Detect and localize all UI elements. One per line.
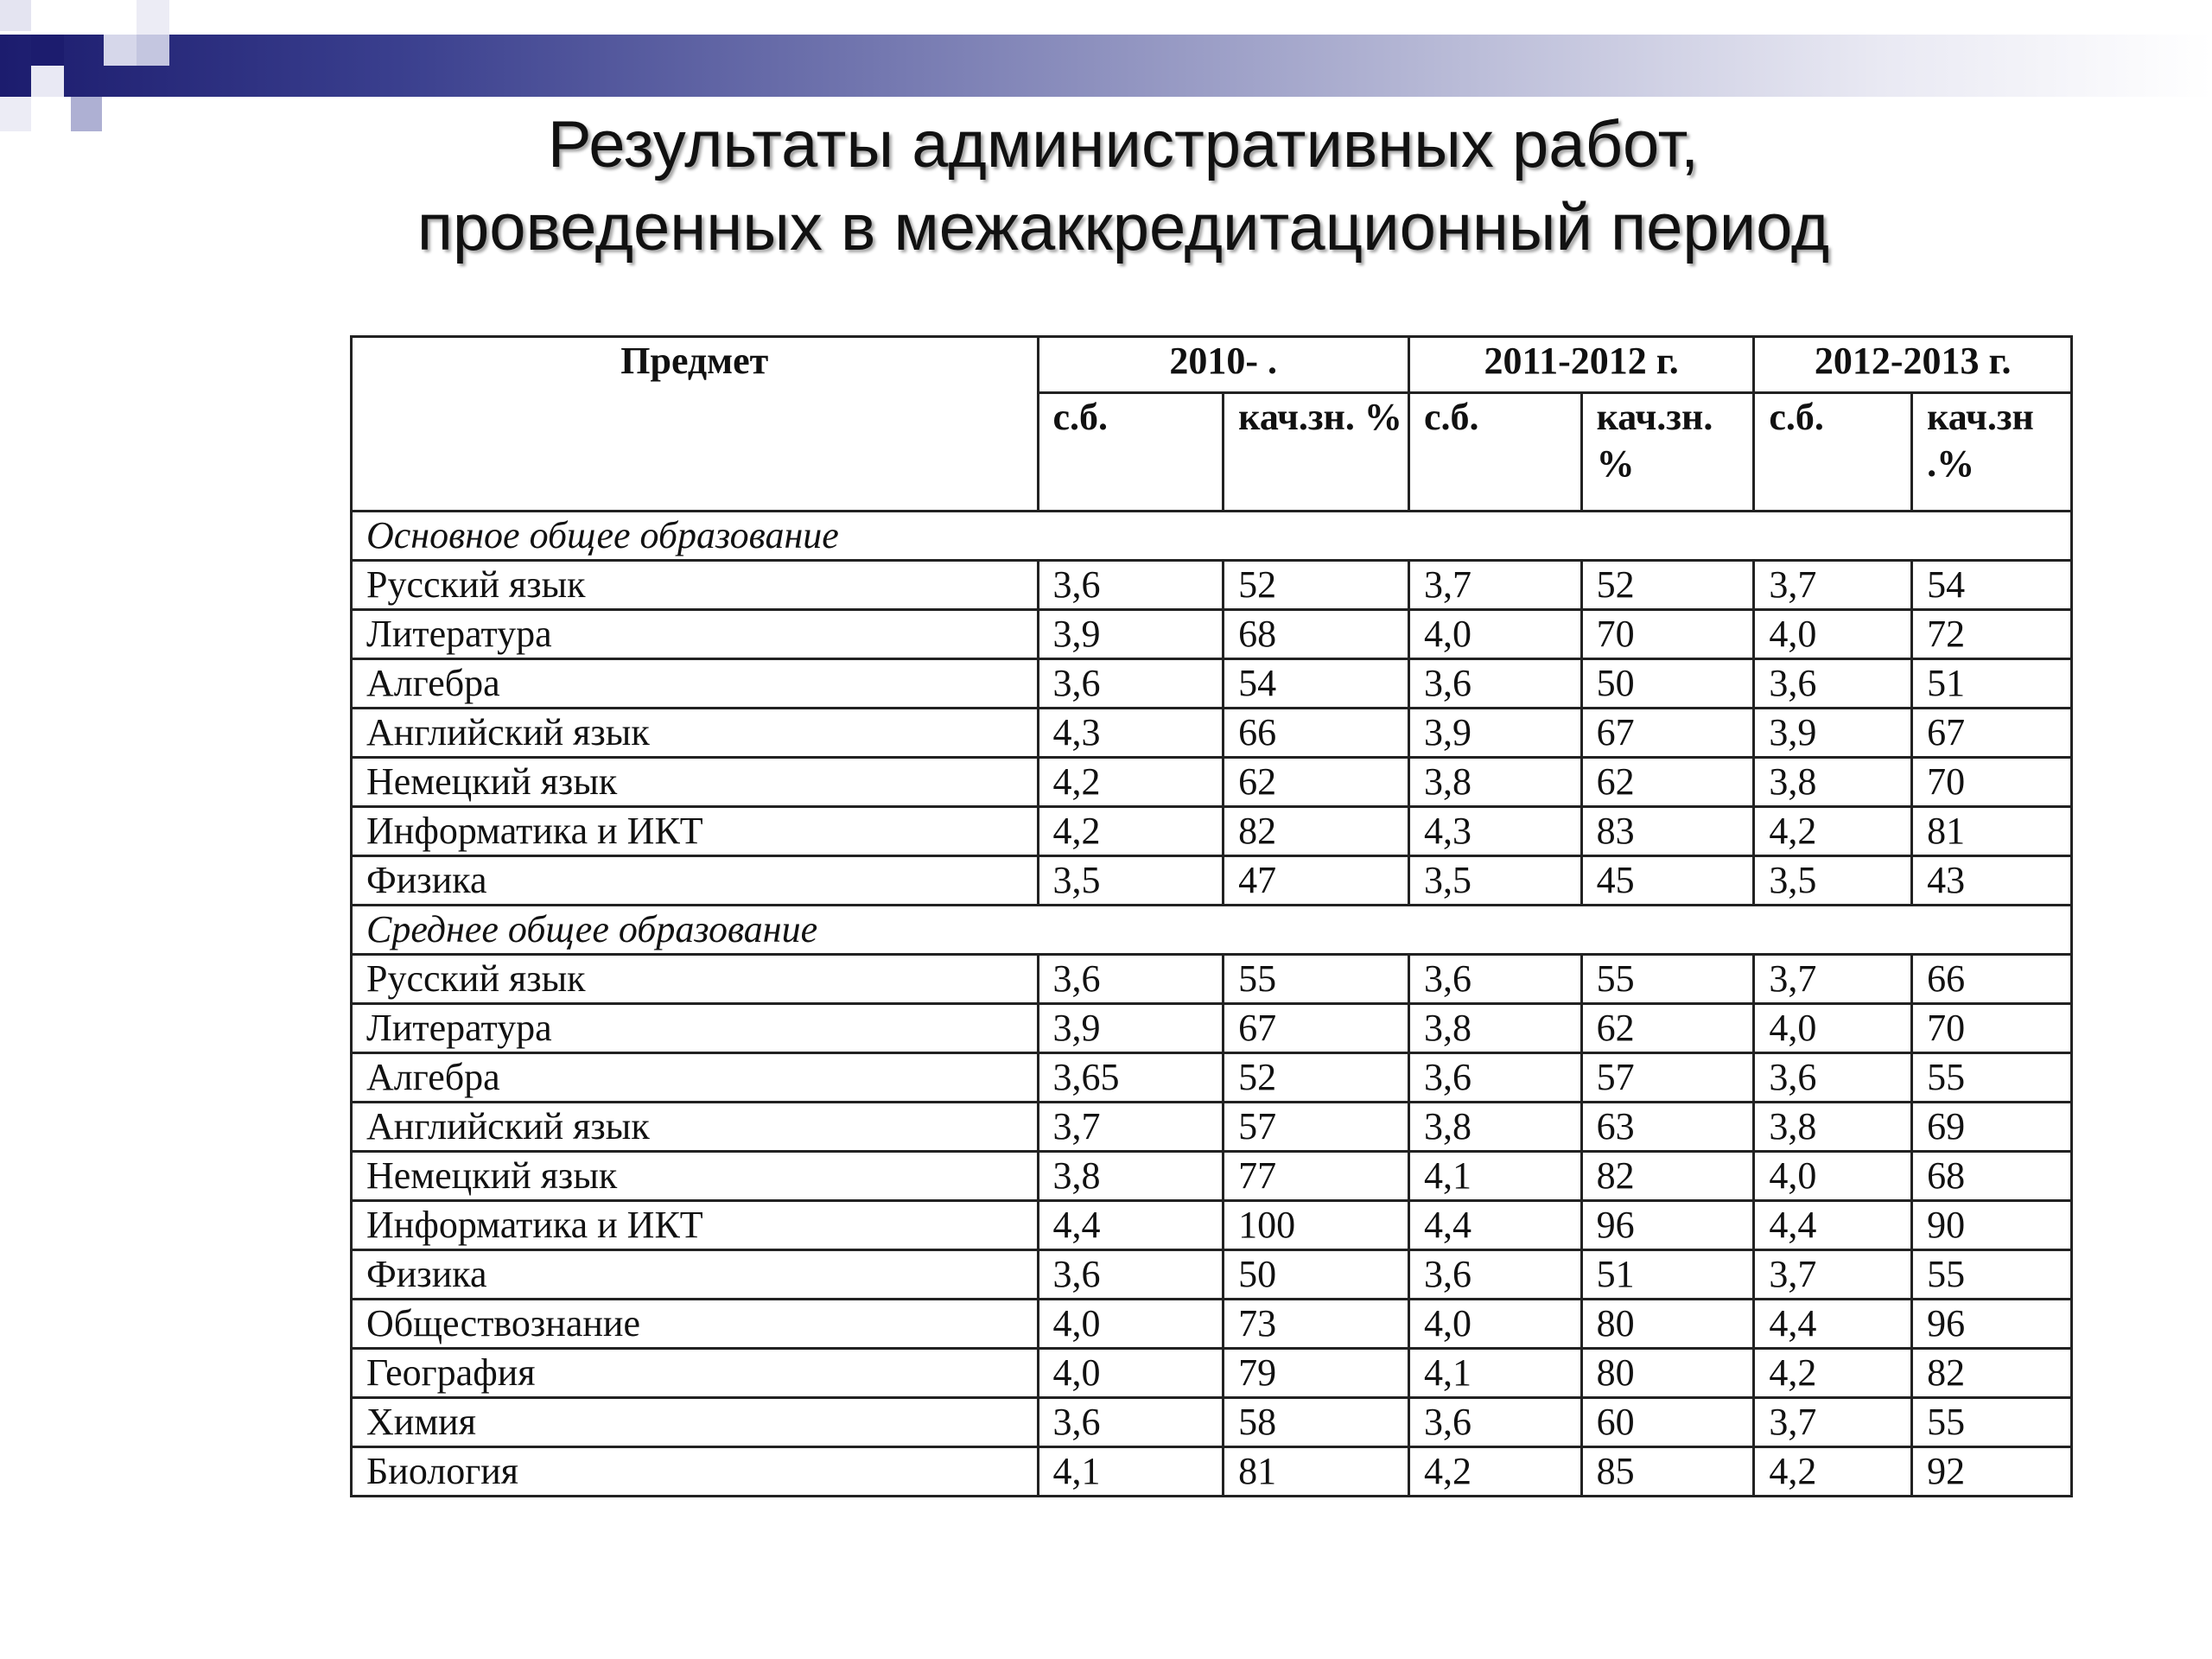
- table-row: [352, 1250, 2072, 1300]
- value-cell: 3,65: [1038, 1053, 1224, 1103]
- subject-cell: Биология: [352, 1447, 1039, 1497]
- value-cell: 81: [1912, 807, 2072, 856]
- value-cell: 4,2: [1038, 758, 1224, 807]
- value-cell: 3,5: [1408, 856, 1581, 906]
- value-cell: 3,6: [1754, 659, 1912, 709]
- value-cell: 4,2: [1754, 1349, 1912, 1398]
- value-cell: 4,2: [1754, 807, 1912, 856]
- subject-cell: Литература: [352, 610, 1039, 659]
- value-cell: 70: [1912, 758, 2072, 807]
- value-cell: 69: [1912, 1103, 2072, 1152]
- value-cell: 3,7: [1038, 1103, 1224, 1152]
- value-cell: 3,9: [1408, 709, 1581, 758]
- subject-cell: Русский язык: [352, 955, 1039, 1004]
- value-cell: 3,7: [1754, 1398, 1912, 1447]
- value-cell: 80: [1581, 1300, 1754, 1349]
- decor-square: [31, 35, 64, 66]
- value-cell: 4,4: [1754, 1300, 1912, 1349]
- table-row: [352, 1447, 2072, 1497]
- value-cell: 4,0: [1754, 610, 1912, 659]
- value-cell: 3,9: [1754, 709, 1912, 758]
- value-cell: 52: [1224, 1053, 1409, 1103]
- year-header: 2011-2012 г.: [1408, 337, 1753, 393]
- decor-square: [104, 35, 137, 66]
- value-cell: 3,8: [1038, 1152, 1224, 1201]
- table-row: [352, 659, 2072, 709]
- value-cell: 4,2: [1038, 807, 1224, 856]
- value-cell: 3,6: [1038, 1398, 1224, 1447]
- value-cell: 57: [1581, 1053, 1754, 1103]
- value-cell: 4,0: [1038, 1300, 1224, 1349]
- value-cell: 55: [1912, 1053, 2072, 1103]
- results-table: [350, 335, 2073, 1497]
- value-cell: 3,6: [1038, 955, 1224, 1004]
- value-cell: 3,8: [1408, 1103, 1581, 1152]
- decor-square: [137, 35, 169, 66]
- value-cell: 3,9: [1038, 610, 1224, 659]
- value-cell: 52: [1581, 561, 1754, 610]
- table-row: [352, 1053, 2072, 1103]
- value-cell: 3,6: [1038, 1250, 1224, 1300]
- value-cell: 4,2: [1754, 1447, 1912, 1497]
- value-cell: 73: [1224, 1300, 1409, 1349]
- value-cell: 4,0: [1408, 1300, 1581, 1349]
- subject-cell: Обществознание: [352, 1300, 1039, 1349]
- value-cell: 67: [1581, 709, 1754, 758]
- subject-cell: Информатика и ИКТ: [352, 1201, 1039, 1250]
- value-cell: 96: [1581, 1201, 1754, 1250]
- value-cell: 72: [1912, 610, 2072, 659]
- value-cell: 3,8: [1408, 758, 1581, 807]
- subject-cell: География: [352, 1349, 1039, 1398]
- subject-cell: Литература: [352, 1004, 1039, 1053]
- value-cell: 62: [1581, 758, 1754, 807]
- value-cell: 4,0: [1754, 1004, 1912, 1053]
- value-cell: 55: [1912, 1250, 2072, 1300]
- table-row: [352, 807, 2072, 856]
- slide-title-line-2: проведенных в межаккредитационный период: [416, 191, 1830, 264]
- value-cell: 82: [1581, 1152, 1754, 1201]
- value-cell: 58: [1224, 1398, 1409, 1447]
- value-cell: 45: [1581, 856, 1754, 906]
- value-cell: 57: [1224, 1103, 1409, 1152]
- value-cell: 55: [1581, 955, 1754, 1004]
- subject-cell: Английский язык: [352, 1103, 1039, 1152]
- metric-header: с.б.: [1038, 393, 1224, 512]
- value-cell: 3,6: [1408, 1053, 1581, 1103]
- table-row: [352, 1398, 2072, 1447]
- value-cell: 3,8: [1754, 1103, 1912, 1152]
- value-cell: 83: [1581, 807, 1754, 856]
- table-row: [352, 561, 2072, 610]
- value-cell: 55: [1912, 1398, 2072, 1447]
- metric-header: с.б.: [1408, 393, 1581, 512]
- table-row: [352, 1300, 2072, 1349]
- value-cell: 4,3: [1408, 807, 1581, 856]
- value-cell: 68: [1224, 610, 1409, 659]
- value-cell: 54: [1912, 561, 2072, 610]
- value-cell: 85: [1581, 1447, 1754, 1497]
- value-cell: 3,7: [1754, 561, 1912, 610]
- value-cell: 82: [1224, 807, 1409, 856]
- table-row: [352, 1103, 2072, 1152]
- value-cell: 82: [1912, 1349, 2072, 1398]
- value-cell: 100: [1224, 1201, 1409, 1250]
- subject-cell: Информатика и ИКТ: [352, 807, 1039, 856]
- value-cell: 68: [1912, 1152, 2072, 1201]
- value-cell: 4,3: [1038, 709, 1224, 758]
- value-cell: 60: [1581, 1398, 1754, 1447]
- decor-square: [0, 97, 31, 131]
- value-cell: 67: [1224, 1004, 1409, 1053]
- slide-title-line-1: Результаты административных работ,: [547, 108, 1700, 181]
- table-row: [352, 1201, 2072, 1250]
- slide-title: [259, 104, 1987, 270]
- value-cell: 3,5: [1038, 856, 1224, 906]
- value-cell: 62: [1224, 758, 1409, 807]
- header-band: [0, 35, 2212, 97]
- value-cell: 4,1: [1408, 1152, 1581, 1201]
- value-cell: 55: [1224, 955, 1409, 1004]
- value-cell: 80: [1581, 1349, 1754, 1398]
- value-cell: 81: [1224, 1447, 1409, 1497]
- value-cell: 4,4: [1754, 1201, 1912, 1250]
- table-row: [352, 709, 2072, 758]
- table-row: [352, 1004, 2072, 1053]
- value-cell: 96: [1912, 1300, 2072, 1349]
- year-header: 2012-2013 г.: [1754, 337, 2072, 393]
- metric-header: кач.зн. %: [1581, 393, 1754, 512]
- metric-header: кач.зн. %: [1224, 393, 1409, 512]
- table-row: [352, 1152, 2072, 1201]
- subject-cell: Английский язык: [352, 709, 1039, 758]
- subject-header: Предмет: [352, 337, 1039, 512]
- section-row: [352, 512, 2072, 561]
- decor-square: [31, 66, 64, 97]
- value-cell: 66: [1224, 709, 1409, 758]
- value-cell: 52: [1224, 561, 1409, 610]
- value-cell: 47: [1224, 856, 1409, 906]
- subject-cell: Русский язык: [352, 561, 1039, 610]
- subject-cell: Химия: [352, 1398, 1039, 1447]
- value-cell: 50: [1581, 659, 1754, 709]
- value-cell: 3,6: [1408, 659, 1581, 709]
- value-cell: 3,9: [1038, 1004, 1224, 1053]
- value-cell: 4,2: [1408, 1447, 1581, 1497]
- value-cell: 3,7: [1754, 1250, 1912, 1300]
- value-cell: 3,5: [1754, 856, 1912, 906]
- value-cell: 3,7: [1408, 561, 1581, 610]
- subject-cell: Немецкий язык: [352, 758, 1039, 807]
- section-title: Основное общее образование: [352, 512, 2072, 561]
- value-cell: 66: [1912, 955, 2072, 1004]
- subject-cell: Физика: [352, 856, 1039, 906]
- value-cell: 3,8: [1408, 1004, 1581, 1053]
- decor-square: [137, 0, 169, 35]
- value-cell: 3,6: [1038, 659, 1224, 709]
- value-cell: 67: [1912, 709, 2072, 758]
- subject-cell: Немецкий язык: [352, 1152, 1039, 1201]
- value-cell: 3,6: [1408, 1398, 1581, 1447]
- metric-header: с.б.: [1754, 393, 1912, 512]
- value-cell: 43: [1912, 856, 2072, 906]
- value-cell: 3,6: [1408, 1250, 1581, 1300]
- value-cell: 4,4: [1408, 1201, 1581, 1250]
- value-cell: 62: [1581, 1004, 1754, 1053]
- value-cell: 4,4: [1038, 1201, 1224, 1250]
- value-cell: 70: [1912, 1004, 2072, 1053]
- value-cell: 3,8: [1754, 758, 1912, 807]
- decor-square: [0, 0, 31, 31]
- value-cell: 3,6: [1408, 955, 1581, 1004]
- value-cell: 63: [1581, 1103, 1754, 1152]
- value-cell: 4,1: [1408, 1349, 1581, 1398]
- value-cell: 51: [1912, 659, 2072, 709]
- table-row: [352, 955, 2072, 1004]
- decor-square: [71, 97, 102, 131]
- value-cell: 4,1: [1038, 1447, 1224, 1497]
- subject-cell: Физика: [352, 1250, 1039, 1300]
- value-cell: 54: [1224, 659, 1409, 709]
- metric-header: кач.зн .%: [1912, 393, 2072, 512]
- subject-cell: Алгебра: [352, 659, 1039, 709]
- value-cell: 79: [1224, 1349, 1409, 1398]
- value-cell: 3,6: [1754, 1053, 1912, 1103]
- subject-cell: Алгебра: [352, 1053, 1039, 1103]
- value-cell: 3,6: [1038, 561, 1224, 610]
- value-cell: 92: [1912, 1447, 2072, 1497]
- value-cell: 4,0: [1038, 1349, 1224, 1398]
- header-row-years: [352, 337, 2072, 393]
- section-title: Среднее общее образование: [352, 906, 2072, 955]
- value-cell: 77: [1224, 1152, 1409, 1201]
- value-cell: 4,0: [1408, 610, 1581, 659]
- table-row: [352, 610, 2072, 659]
- value-cell: 3,7: [1754, 955, 1912, 1004]
- table-row: [352, 758, 2072, 807]
- value-cell: 4,0: [1754, 1152, 1912, 1201]
- year-header: 2010- .: [1038, 337, 1408, 393]
- table-row: [352, 1349, 2072, 1398]
- section-row: [352, 906, 2072, 955]
- value-cell: 51: [1581, 1250, 1754, 1300]
- value-cell: 70: [1581, 610, 1754, 659]
- table-row: [352, 856, 2072, 906]
- table-body: [352, 512, 2072, 1497]
- value-cell: 50: [1224, 1250, 1409, 1300]
- value-cell: 90: [1912, 1201, 2072, 1250]
